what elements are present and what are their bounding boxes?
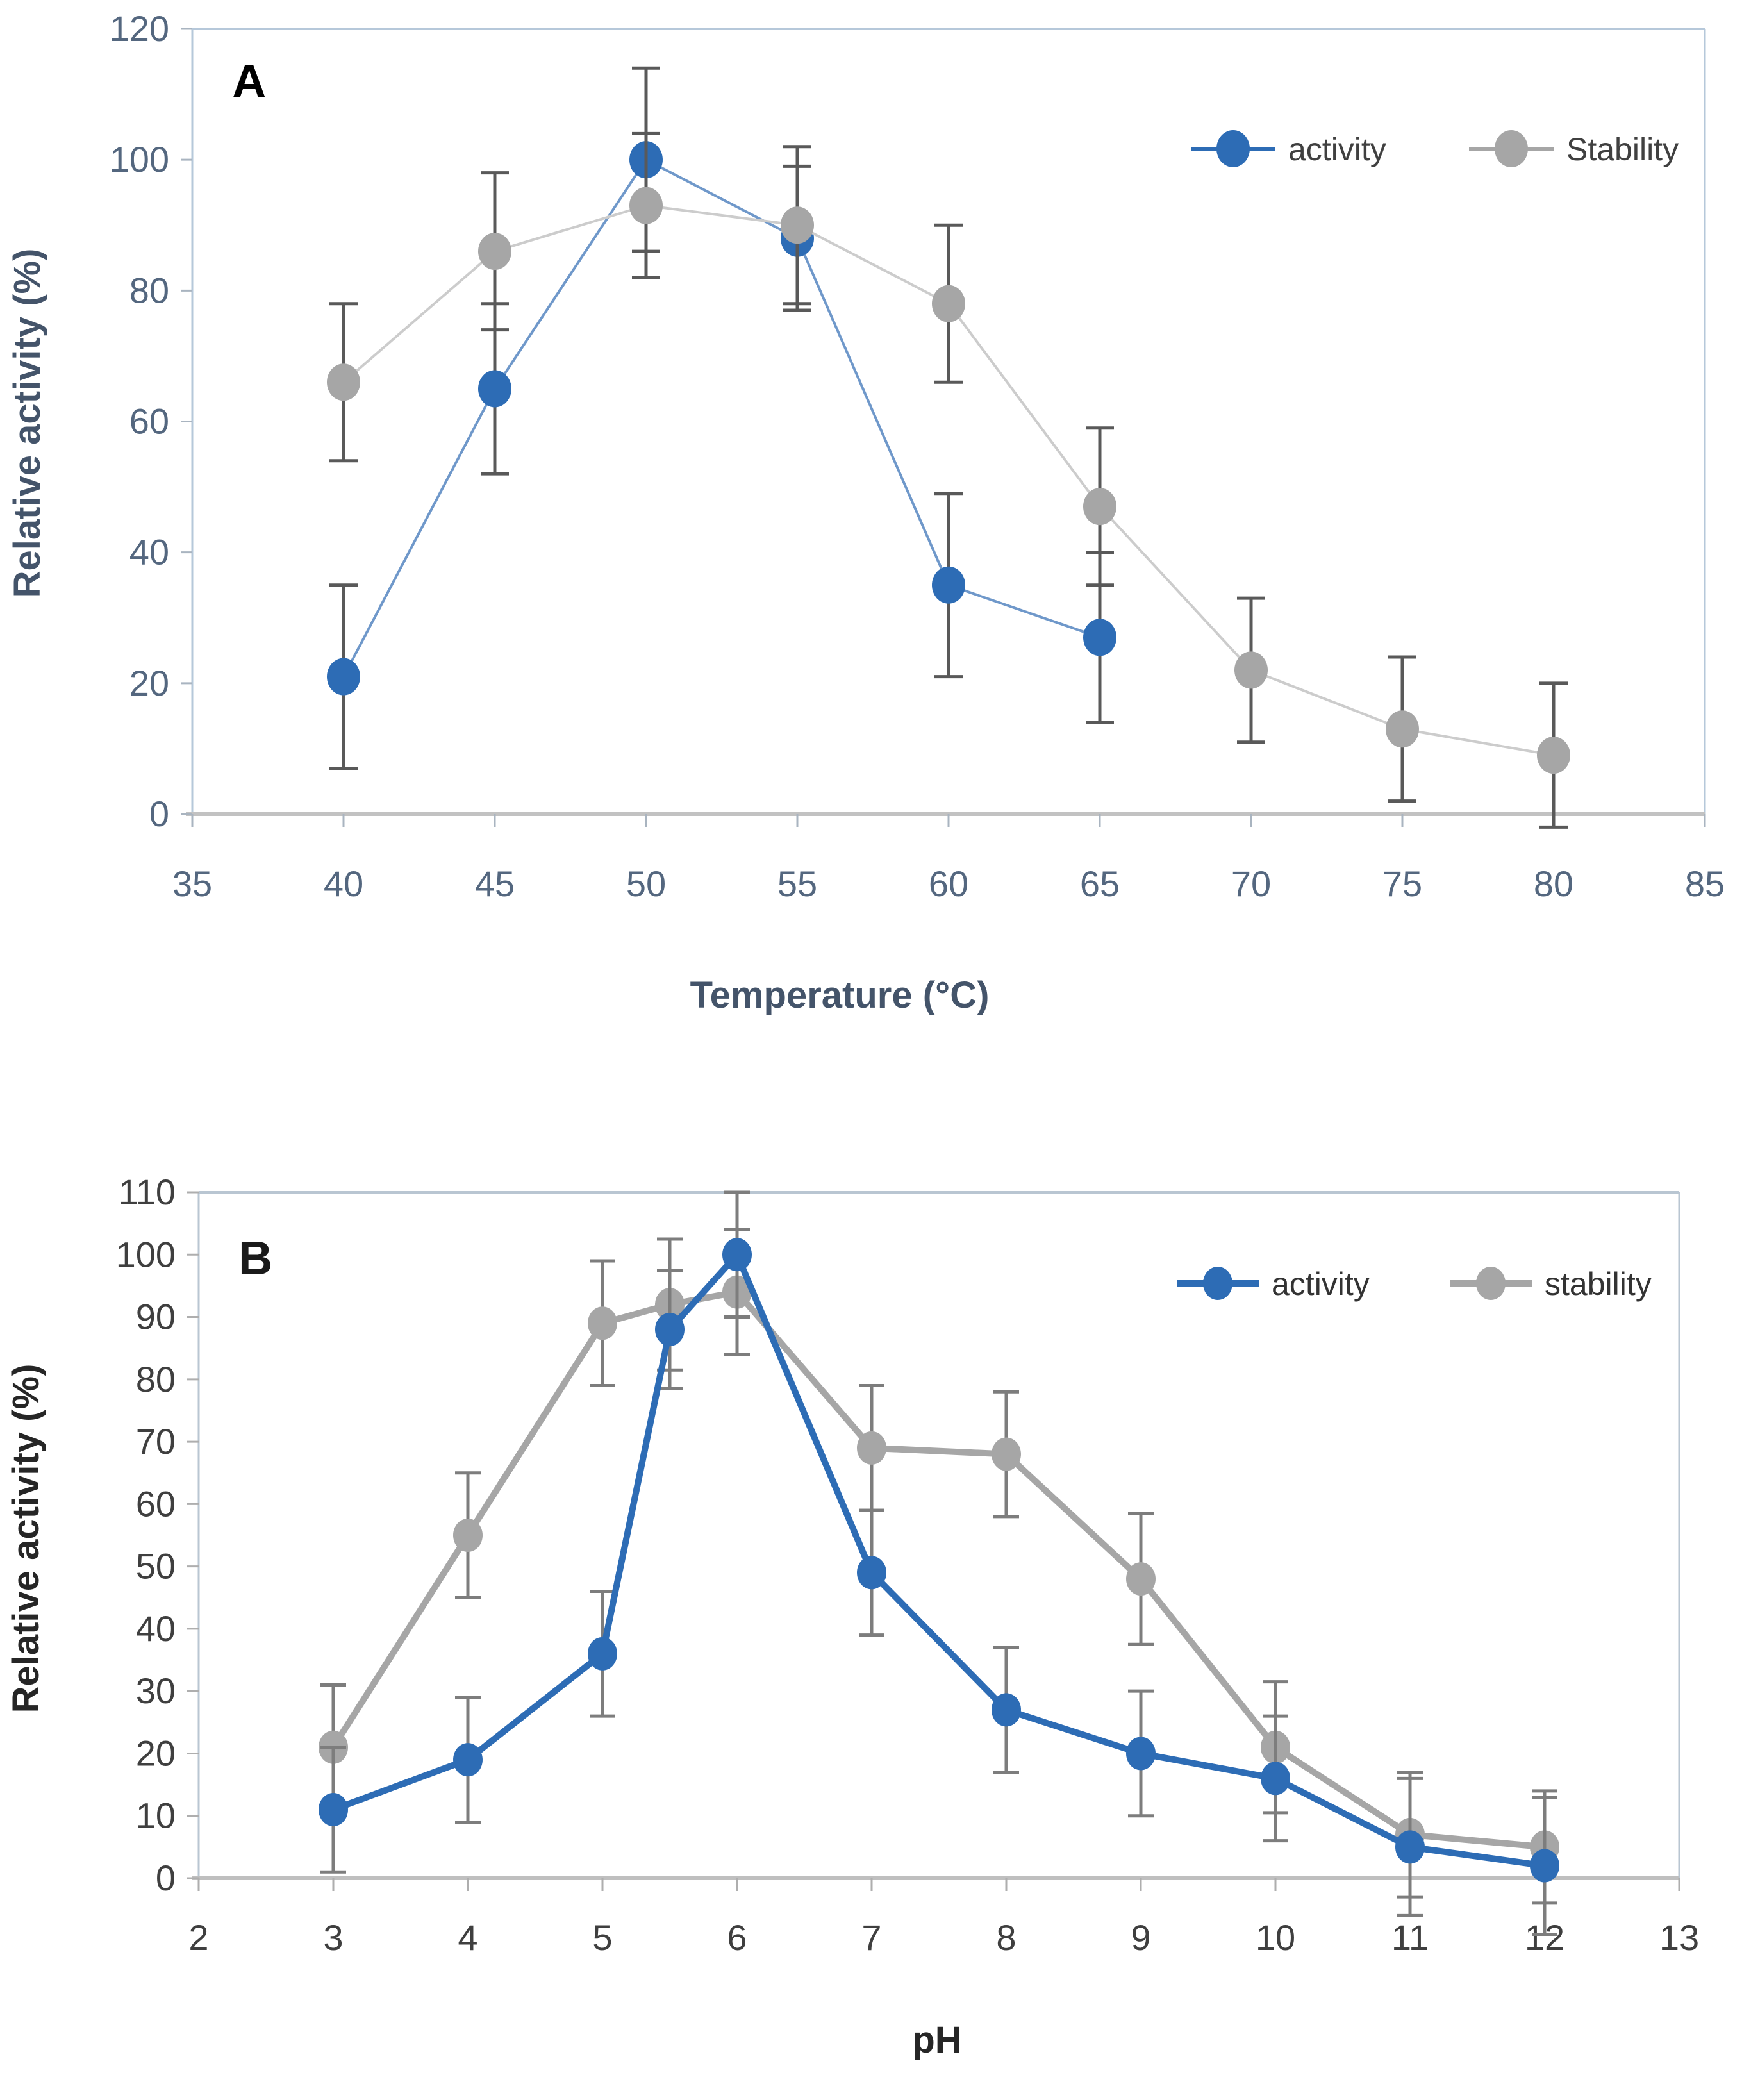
marker-activity xyxy=(453,1743,483,1776)
marker-activity xyxy=(588,1637,617,1671)
marker-stability xyxy=(588,1306,617,1340)
y-tick-label: 40 xyxy=(135,1608,176,1649)
y-tick-label: 80 xyxy=(135,1358,176,1399)
x-tick-label: 6 xyxy=(727,1917,747,1958)
y-tick-label: 100 xyxy=(109,139,169,180)
x-tick-label: 9 xyxy=(1131,1917,1151,1958)
marker-activity xyxy=(992,1693,1021,1726)
x-tick-label: 55 xyxy=(777,863,818,904)
x-tick-label: 12 xyxy=(1524,1917,1565,1958)
x-tick-label: 13 xyxy=(1659,1917,1700,1958)
x-tick-label: 50 xyxy=(626,863,667,904)
marker-Stability xyxy=(1083,488,1116,525)
y-tick-label: 60 xyxy=(135,1483,176,1524)
x-tick-label: 4 xyxy=(458,1917,478,1958)
marker-activity xyxy=(1126,1737,1156,1770)
marker-Stability xyxy=(478,233,511,270)
marker-activity xyxy=(722,1238,752,1271)
x-tick-label: 75 xyxy=(1382,863,1423,904)
y-tick-label: 50 xyxy=(135,1546,176,1587)
y-tick-label: 90 xyxy=(135,1296,176,1337)
panel-b-ph-chart xyxy=(0,1051,1751,2100)
y-axis-title: Relative activity (%) xyxy=(5,1363,47,1713)
x-tick-label: 35 xyxy=(172,863,213,904)
x-tick-label: 5 xyxy=(592,1917,613,1958)
x-tick-label: 7 xyxy=(861,1917,882,1958)
x-tick-label: 11 xyxy=(1391,1917,1429,1958)
marker-activity xyxy=(319,1793,348,1826)
y-axis-title: Relative activity (%) xyxy=(6,248,48,598)
marker-Stability xyxy=(781,206,814,244)
legend-label-stability: stability xyxy=(1545,1266,1652,1302)
x-tick-label: 45 xyxy=(474,863,515,904)
legend-marker-Stability xyxy=(1495,130,1528,167)
marker-activity xyxy=(1083,619,1116,656)
legend-label-Stability: Stability xyxy=(1566,131,1679,167)
marker-activity xyxy=(1395,1830,1425,1863)
marker-stability xyxy=(857,1431,886,1465)
series-line-activity xyxy=(333,1254,1545,1865)
legend-label-activity: activity xyxy=(1288,131,1386,167)
panel-label: A xyxy=(232,54,267,108)
x-tick-label: 10 xyxy=(1255,1917,1296,1958)
y-tick-label: 10 xyxy=(135,1795,176,1836)
x-tick-label: 3 xyxy=(323,1917,344,1958)
y-tick-label: 20 xyxy=(129,662,169,703)
y-tick-label: 0 xyxy=(155,1858,176,1898)
marker-activity xyxy=(932,567,965,604)
y-tick-label: 80 xyxy=(129,270,169,311)
marker-Stability xyxy=(932,285,965,322)
legend-marker-activity xyxy=(1216,130,1250,167)
series-line-activity xyxy=(344,160,1100,676)
marker-stability xyxy=(1126,1562,1156,1596)
legend-marker-stability xyxy=(1476,1267,1506,1300)
x-tick-label: 70 xyxy=(1231,863,1272,904)
y-tick-label: 70 xyxy=(135,1421,176,1462)
marker-Stability xyxy=(1537,737,1570,774)
marker-activity xyxy=(655,1313,685,1346)
marker-Stability xyxy=(1234,651,1268,688)
y-tick-label: 30 xyxy=(135,1671,176,1712)
marker-activity xyxy=(1530,1849,1559,1883)
marker-Stability xyxy=(327,363,360,401)
marker-stability xyxy=(992,1438,1021,1471)
marker-Stability xyxy=(629,187,663,224)
marker-activity xyxy=(857,1556,886,1589)
legend-marker-activity xyxy=(1203,1267,1232,1300)
marker-stability xyxy=(453,1519,483,1552)
y-tick-label: 20 xyxy=(135,1733,176,1774)
x-tick-label: 60 xyxy=(928,863,969,904)
y-tick-label: 40 xyxy=(129,531,169,572)
y-tick-label: 0 xyxy=(149,794,169,834)
marker-activity xyxy=(1261,1762,1290,1795)
legend-label-activity: activity xyxy=(1272,1266,1370,1302)
marker-activity xyxy=(478,370,511,407)
x-tick-label: 85 xyxy=(1684,863,1725,904)
marker-Stability xyxy=(1386,710,1419,747)
y-tick-label: 110 xyxy=(118,1172,176,1212)
x-tick-label: 40 xyxy=(323,863,364,904)
y-tick-label: 100 xyxy=(115,1234,176,1275)
x-tick-label: 65 xyxy=(1079,863,1120,904)
x-axis-title: pH xyxy=(912,2019,962,2061)
x-tick-label: 80 xyxy=(1533,863,1574,904)
panel-label: B xyxy=(238,1231,273,1285)
marker-activity xyxy=(327,658,360,696)
y-tick-label: 120 xyxy=(109,8,169,49)
x-tick-label: 8 xyxy=(996,1917,1017,1958)
series-line-stability xyxy=(333,1292,1545,1847)
x-axis-title: Temperature (°C) xyxy=(690,974,990,1016)
y-tick-label: 60 xyxy=(129,401,169,442)
x-tick-label: 2 xyxy=(188,1917,209,1958)
